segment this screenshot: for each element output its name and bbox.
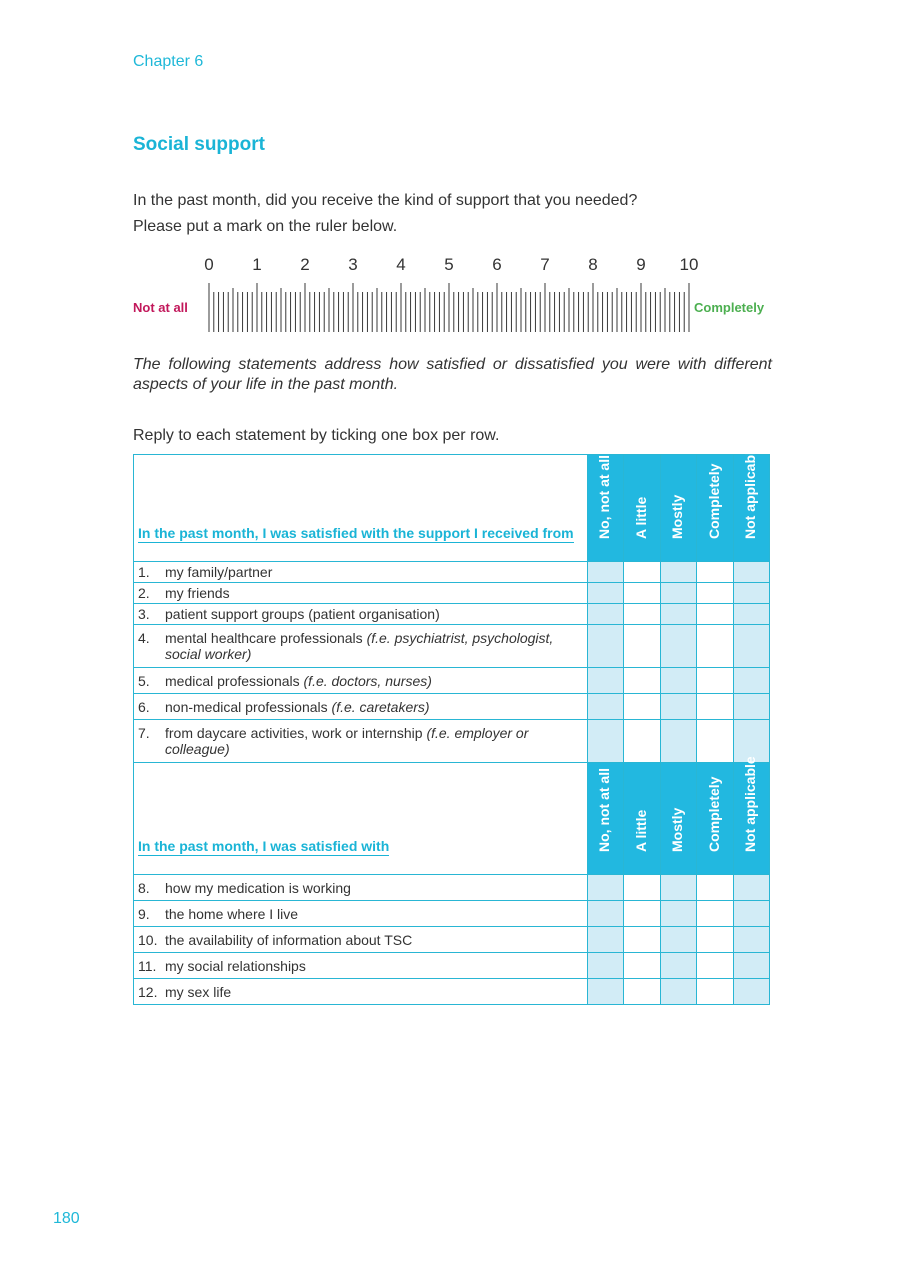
- answer-checkbox[interactable]: [624, 953, 660, 979]
- answer-option-label: No, not at all: [596, 768, 613, 852]
- answer-checkbox[interactable]: [660, 953, 696, 979]
- question-line-2: Please put a mark on the ruler below.: [133, 218, 398, 235]
- answer-checkbox[interactable]: [697, 694, 733, 720]
- answer-option-label: Not applicable: [742, 443, 759, 539]
- ruler-right-label: Completely: [694, 300, 765, 315]
- ruler-number: 3: [348, 255, 358, 274]
- answer-checkbox[interactable]: [697, 583, 733, 604]
- item-number: 6.: [138, 698, 150, 715]
- item-text: [165, 932, 583, 948]
- answer-option-label: Completely: [705, 463, 722, 539]
- item-text-main: mental healthcare professionals: [165, 630, 367, 646]
- answer-option-label: No, not at all: [596, 455, 613, 539]
- item-text: [165, 725, 583, 757]
- item-number: 11.: [138, 957, 157, 974]
- answer-checkbox[interactable]: [624, 668, 660, 694]
- answer-column-header: [733, 756, 769, 875]
- table-row: [134, 694, 770, 720]
- answer-checkbox[interactable]: [587, 927, 623, 953]
- item-text-main: from daycare activities, work or internship: [165, 725, 427, 741]
- ruler-number: 1: [252, 255, 262, 274]
- answer-checkbox[interactable]: [697, 604, 733, 625]
- item-text-example: (f.e. doctors, nurses): [303, 672, 432, 689]
- item-number: 10.: [138, 931, 158, 948]
- ruler-ticks[interactable]: [0, 250, 905, 340]
- answer-checkbox[interactable]: [733, 562, 769, 583]
- table-row: [134, 901, 770, 927]
- question-line-1: In the past month, did you receive the kind of support that you needed?: [133, 192, 638, 209]
- answer-checkbox[interactable]: [624, 927, 660, 953]
- answer-checkbox[interactable]: [733, 583, 769, 604]
- answer-column-header: [624, 455, 660, 562]
- item-text: [165, 564, 583, 580]
- answer-checkbox[interactable]: [587, 625, 623, 668]
- table-row: [134, 668, 770, 694]
- question-block: [133, 188, 637, 240]
- answer-column-header: [660, 455, 696, 562]
- answer-option-label: Mostly: [669, 807, 686, 852]
- table-row: [134, 927, 770, 953]
- item-text: [165, 630, 583, 662]
- item-text: [165, 606, 583, 622]
- statement-intro: The following statements address how satisfied or dissatisfied you were with different aspects of your life in the past month.: [133, 356, 772, 393]
- answer-checkbox[interactable]: [733, 927, 769, 953]
- answer-checkbox[interactable]: [587, 694, 623, 720]
- answer-option-label: Completely: [705, 776, 722, 852]
- answer-column-header: [733, 443, 769, 562]
- answer-checkbox[interactable]: [624, 875, 660, 901]
- item-text: [165, 906, 583, 922]
- answer-checkbox[interactable]: [660, 583, 696, 604]
- answer-checkbox[interactable]: [587, 562, 623, 583]
- item-text-example: (f.e. employer or colleague): [165, 725, 529, 757]
- answer-checkbox[interactable]: [733, 901, 769, 927]
- item-text: [165, 699, 583, 715]
- ruler-number: 7: [540, 255, 550, 274]
- answer-checkbox[interactable]: [660, 694, 696, 720]
- answer-checkbox[interactable]: [587, 979, 623, 1005]
- answer-checkbox[interactable]: [697, 625, 733, 668]
- answer-checkbox[interactable]: [660, 979, 696, 1005]
- item-number: 3.: [138, 606, 150, 622]
- answer-checkbox[interactable]: [660, 901, 696, 927]
- answer-checkbox[interactable]: [697, 927, 733, 953]
- table-row: [134, 979, 770, 1005]
- answer-column-header: [587, 763, 623, 875]
- table-row: [134, 583, 770, 604]
- table-header-row: [134, 455, 770, 562]
- answer-checkbox[interactable]: [624, 694, 660, 720]
- answer-option-label: Mostly: [669, 494, 686, 539]
- item-text-main: the availability of information about TSC: [165, 931, 413, 948]
- answer-checkbox[interactable]: [660, 927, 696, 953]
- item-text-main: the home where I live: [165, 905, 299, 922]
- item-text-main: my social relationships: [165, 957, 306, 974]
- table-row: [134, 875, 770, 901]
- ruler-number: 9: [636, 255, 646, 274]
- answer-checkbox[interactable]: [697, 875, 733, 901]
- item-text: [165, 958, 583, 974]
- table-row: [134, 604, 770, 625]
- table-row: [134, 953, 770, 979]
- item-text-main: my friends: [165, 585, 230, 601]
- answer-checkbox[interactable]: [624, 979, 660, 1005]
- answer-column-header: [697, 455, 733, 562]
- item-text-main: medical professionals: [165, 672, 304, 689]
- item-text: [165, 880, 583, 896]
- table-header-row: [134, 763, 770, 875]
- section-heading: In the past month, I was satisfied with the support I received from: [138, 525, 574, 541]
- answer-column-header: [660, 763, 696, 875]
- item-text-main: patient support groups (patient organisation): [165, 606, 440, 622]
- item-text: [165, 673, 583, 689]
- questionnaire-table: [133, 443, 770, 1005]
- item-number: 8.: [138, 879, 150, 896]
- item-text: [165, 585, 583, 601]
- item-number: 7.: [138, 725, 150, 741]
- answer-option-label: Not applicable: [742, 756, 759, 852]
- answer-checkbox[interactable]: [733, 953, 769, 979]
- answer-checkbox[interactable]: [697, 562, 733, 583]
- ruler-number: 5: [444, 255, 454, 274]
- answer-checkbox[interactable]: [697, 668, 733, 694]
- answer-checkbox[interactable]: [697, 720, 733, 763]
- answer-checkbox[interactable]: [660, 668, 696, 694]
- item-number: 5.: [138, 672, 150, 689]
- item-number: 9.: [138, 905, 150, 922]
- answer-checkbox[interactable]: [624, 604, 660, 625]
- ruler-number: 0: [204, 255, 214, 274]
- ruler-number: 4: [396, 255, 406, 274]
- section-title: Social support: [133, 134, 265, 155]
- ruler-number: 8: [588, 255, 598, 274]
- answer-checkbox[interactable]: [587, 953, 623, 979]
- answer-checkbox[interactable]: [733, 625, 769, 668]
- answer-checkbox[interactable]: [624, 720, 660, 763]
- answer-checkbox[interactable]: [660, 562, 696, 583]
- section-heading: In the past month, I was satisfied with: [138, 838, 390, 854]
- answer-checkbox[interactable]: [697, 979, 733, 1005]
- answer-checkbox[interactable]: [587, 583, 623, 604]
- rating-ruler[interactable]: [0, 250, 905, 340]
- answer-checkbox[interactable]: [733, 694, 769, 720]
- item-number: 12.: [138, 983, 158, 1000]
- item-text-main: my sex life: [165, 983, 232, 1000]
- item-text-main: how my medication is working: [165, 879, 351, 896]
- ruler-number: 6: [492, 255, 502, 274]
- item-number: 4.: [138, 630, 150, 646]
- chapter-label: Chapter 6: [133, 53, 204, 70]
- answer-checkbox[interactable]: [624, 901, 660, 927]
- answer-checkbox[interactable]: [624, 562, 660, 583]
- answer-checkbox[interactable]: [624, 583, 660, 604]
- item-text-example: (f.e. caretakers): [331, 698, 430, 715]
- answer-checkbox[interactable]: [733, 875, 769, 901]
- answer-checkbox[interactable]: [660, 625, 696, 668]
- table-row: [134, 720, 770, 763]
- answer-checkbox[interactable]: [660, 604, 696, 625]
- answer-option-label: A little: [632, 496, 649, 539]
- answer-checkbox[interactable]: [587, 668, 623, 694]
- item-number: 2.: [138, 585, 150, 601]
- answer-checkbox[interactable]: [697, 901, 733, 927]
- table-row: [134, 562, 770, 583]
- answer-column-header: [624, 763, 660, 875]
- answer-checkbox[interactable]: [587, 604, 623, 625]
- answer-checkbox[interactable]: [624, 625, 660, 668]
- answer-checkbox[interactable]: [733, 668, 769, 694]
- answer-checkbox[interactable]: [660, 875, 696, 901]
- answer-column-header: [587, 455, 623, 562]
- item-text-main: my family/partner: [165, 564, 273, 580]
- item-text: [165, 984, 583, 1000]
- page-number: 180: [53, 1210, 80, 1227]
- answer-checkbox[interactable]: [733, 604, 769, 625]
- table-row: [134, 625, 770, 668]
- answer-column-header: [697, 763, 733, 875]
- answer-checkbox[interactable]: [587, 901, 623, 927]
- answer-checkbox[interactable]: [660, 720, 696, 763]
- answer-checkbox[interactable]: [587, 720, 623, 763]
- ruler-number: 2: [300, 255, 310, 274]
- item-text-main: non-medical professionals: [165, 698, 332, 715]
- ruler-left-label: Not at all: [133, 300, 188, 315]
- reply-instruction: Reply to each statement by ticking one box per row.: [133, 427, 500, 444]
- ruler-number: 10: [679, 255, 699, 274]
- answer-option-label: A little: [632, 809, 649, 852]
- item-number: 1.: [138, 564, 150, 580]
- answer-checkbox[interactable]: [733, 979, 769, 1005]
- item-text-example: (f.e. psychiatrist, psychologist, social worker): [165, 630, 554, 662]
- answer-checkbox[interactable]: [587, 875, 623, 901]
- answer-checkbox[interactable]: [697, 953, 733, 979]
